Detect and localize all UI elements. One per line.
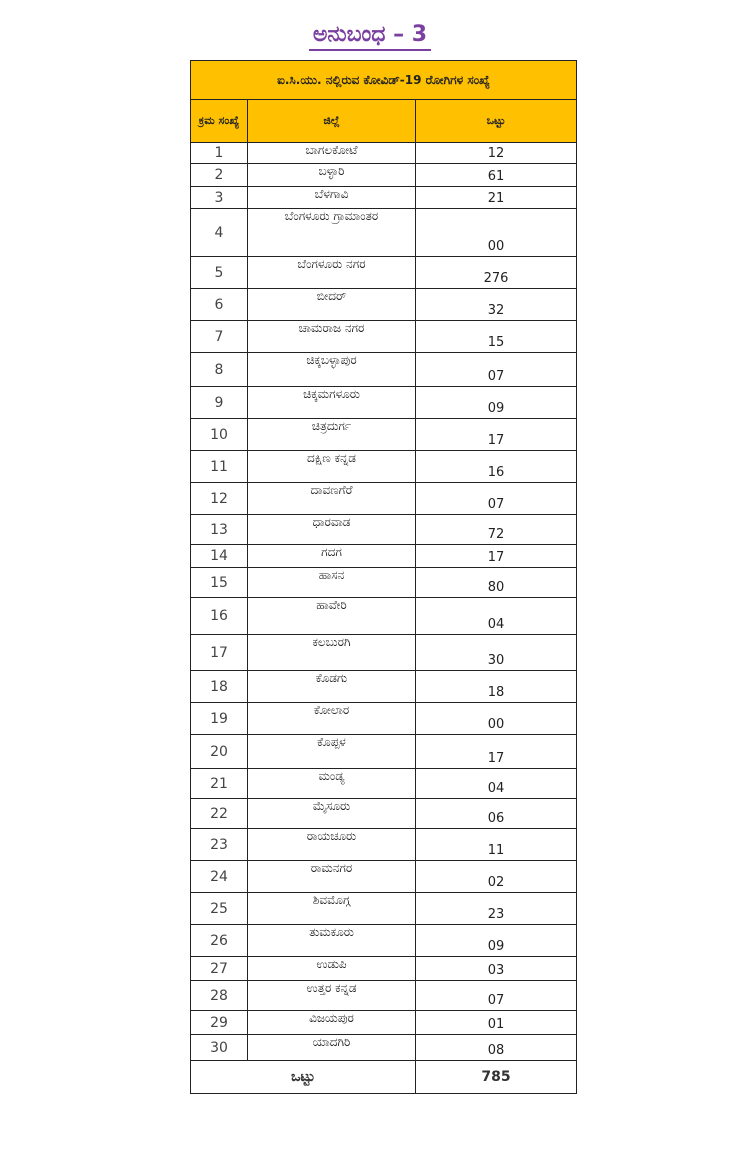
district-cell: ಚಿಕ್ಕಮಗಳೂರು [248,387,416,419]
district-cell: ಚಾಮರಾಜ ನಗರ [248,321,416,353]
table-row [191,321,577,353]
icu-cases-table [190,60,577,1094]
serial-number-cell: 15 [191,568,248,598]
table-row [191,419,577,451]
table-row [191,545,577,568]
serial-number-cell: 13 [191,515,248,545]
serial-number-cell: 4 [191,209,248,257]
serial-number-cell: 9 [191,387,248,419]
table-row [191,353,577,387]
count-cell: 07 [416,353,577,387]
district-cell: ಬಳ್ಳಾರಿ [248,164,416,187]
count-cell: 03 [416,957,577,981]
header-district: ಜಿಲ್ಲೆ [248,100,416,143]
district-cell: ಬೀದರ್ [248,289,416,321]
header-serial: ಕ್ರಮ ಸಂಖ್ಯೆ [191,100,248,143]
district-cell: ಮೈಸೂರು [248,799,416,829]
table-row [191,164,577,187]
table-row [191,635,577,671]
serial-number-cell: 5 [191,257,248,289]
page-heading [0,22,740,47]
serial-number-cell: 21 [191,769,248,799]
serial-number-cell: 11 [191,451,248,483]
district-cell: ಬೆಂಗಳೂರು ನಗರ [248,257,416,289]
table-title: ಐ.ಸಿ.ಯು. ನಲ್ಲಿರುವ ಕೋವಿಡ್-19 ರೋಗಿಗಳ ಸಂಖ್ಯೆ [191,61,577,100]
district-cell: ದಕ್ಷಿಣ ಕನ್ನಡ [248,451,416,483]
total-label: ಒಟ್ಟು [191,1061,416,1094]
count-cell: 15 [416,321,577,353]
count-cell: 30 [416,635,577,671]
district-cell: ಗದಗ [248,545,416,568]
district-cell: ಕೋಲಾರ [248,703,416,735]
table-row [191,925,577,957]
count-cell: 32 [416,289,577,321]
district-cell: ಬೆಂಗಳೂರು ಗ್ರಾಮಾಂತರ [248,209,416,257]
count-cell: 09 [416,387,577,419]
count-cell: 17 [416,419,577,451]
table-row [191,769,577,799]
table-row [191,187,577,209]
table-row [191,981,577,1011]
table-row [191,568,577,598]
district-cell: ಯಾದಗಿರಿ [248,1035,416,1061]
serial-number-cell: 16 [191,598,248,635]
serial-number-cell: 1 [191,143,248,164]
count-cell: 17 [416,735,577,769]
table-row [191,483,577,515]
count-cell: 08 [416,1035,577,1061]
serial-number-cell: 28 [191,981,248,1011]
district-cell: ರಾಯಚೂರು [248,829,416,861]
table-row [191,861,577,893]
district-cell: ಚಿತ್ರದುರ್ಗ [248,419,416,451]
district-cell: ದಾವಣಗೆರೆ [248,483,416,515]
count-cell: 12 [416,143,577,164]
count-cell: 72 [416,515,577,545]
serial-number-cell: 14 [191,545,248,568]
count-cell: 16 [416,451,577,483]
serial-number-cell: 7 [191,321,248,353]
table-row [191,515,577,545]
table-row [191,451,577,483]
district-cell: ಉಡುಪಿ [248,957,416,981]
district-cell: ಶಿವಮೊಗ್ಗ [248,893,416,925]
district-cell: ರಾಮನಗರ [248,861,416,893]
serial-number-cell: 23 [191,829,248,861]
heading-text: ಅನುಬಂಧ – 3 [309,22,431,51]
count-cell: 61 [416,164,577,187]
table-row [191,703,577,735]
table-row [191,799,577,829]
serial-number-cell: 8 [191,353,248,387]
count-cell: 00 [416,703,577,735]
table-title-row [191,61,577,100]
district-cell: ಬಾಗಲಕೋಟೆ [248,143,416,164]
count-cell: 23 [416,893,577,925]
count-cell: 09 [416,925,577,957]
count-cell: 04 [416,598,577,635]
district-cell: ಕೊಡಗು [248,671,416,703]
serial-number-cell: 17 [191,635,248,671]
count-cell: 21 [416,187,577,209]
count-cell: 18 [416,671,577,703]
table-row [191,257,577,289]
serial-number-cell: 30 [191,1035,248,1061]
district-cell: ವಿಜಯಪುರ [248,1011,416,1035]
table-row [191,829,577,861]
serial-number-cell: 26 [191,925,248,957]
district-cell: ಹಾಸನ [248,568,416,598]
count-cell: 01 [416,1011,577,1035]
district-cell: ಬೆಳಗಾವಿ [248,187,416,209]
table-row [191,1035,577,1061]
table-row [191,1011,577,1035]
total-row [191,1061,577,1094]
count-cell: 06 [416,799,577,829]
table-row [191,387,577,419]
serial-number-cell: 19 [191,703,248,735]
table-row [191,671,577,703]
table-row [191,143,577,164]
serial-number-cell: 27 [191,957,248,981]
serial-number-cell: 29 [191,1011,248,1035]
district-cell: ತುಮಕೂರು [248,925,416,957]
count-cell: 80 [416,568,577,598]
table-row [191,289,577,321]
district-cell: ಮಂಡ್ಯ [248,769,416,799]
count-cell: 07 [416,981,577,1011]
count-cell: 00 [416,209,577,257]
district-cell: ಚಿಕ್ಕಬಳ್ಳಾಪುರ [248,353,416,387]
district-cell: ಕಲಬುರಗಿ [248,635,416,671]
count-cell: 07 [416,483,577,515]
district-cell: ಧಾರವಾಡ [248,515,416,545]
table-row [191,957,577,981]
table-row [191,893,577,925]
count-cell: 02 [416,861,577,893]
serial-number-cell: 22 [191,799,248,829]
serial-number-cell: 3 [191,187,248,209]
table-row [191,209,577,257]
serial-number-cell: 10 [191,419,248,451]
district-cell: ಹಾವೇರಿ [248,598,416,635]
table-header-row [191,100,577,143]
serial-number-cell: 20 [191,735,248,769]
serial-number-cell: 18 [191,671,248,703]
count-cell: 11 [416,829,577,861]
serial-number-cell: 24 [191,861,248,893]
count-cell: 17 [416,545,577,568]
serial-number-cell: 12 [191,483,248,515]
district-cell: ಕೊಪ್ಪಳ [248,735,416,769]
table-row [191,598,577,635]
serial-number-cell: 25 [191,893,248,925]
count-cell: 04 [416,769,577,799]
serial-number-cell: 2 [191,164,248,187]
serial-number-cell: 6 [191,289,248,321]
header-total: ಒಟ್ಟು [416,100,577,143]
count-cell: 276 [416,257,577,289]
table-row [191,735,577,769]
district-cell: ಉತ್ತರ ಕನ್ನಡ [248,981,416,1011]
total-value: 785 [416,1061,577,1094]
